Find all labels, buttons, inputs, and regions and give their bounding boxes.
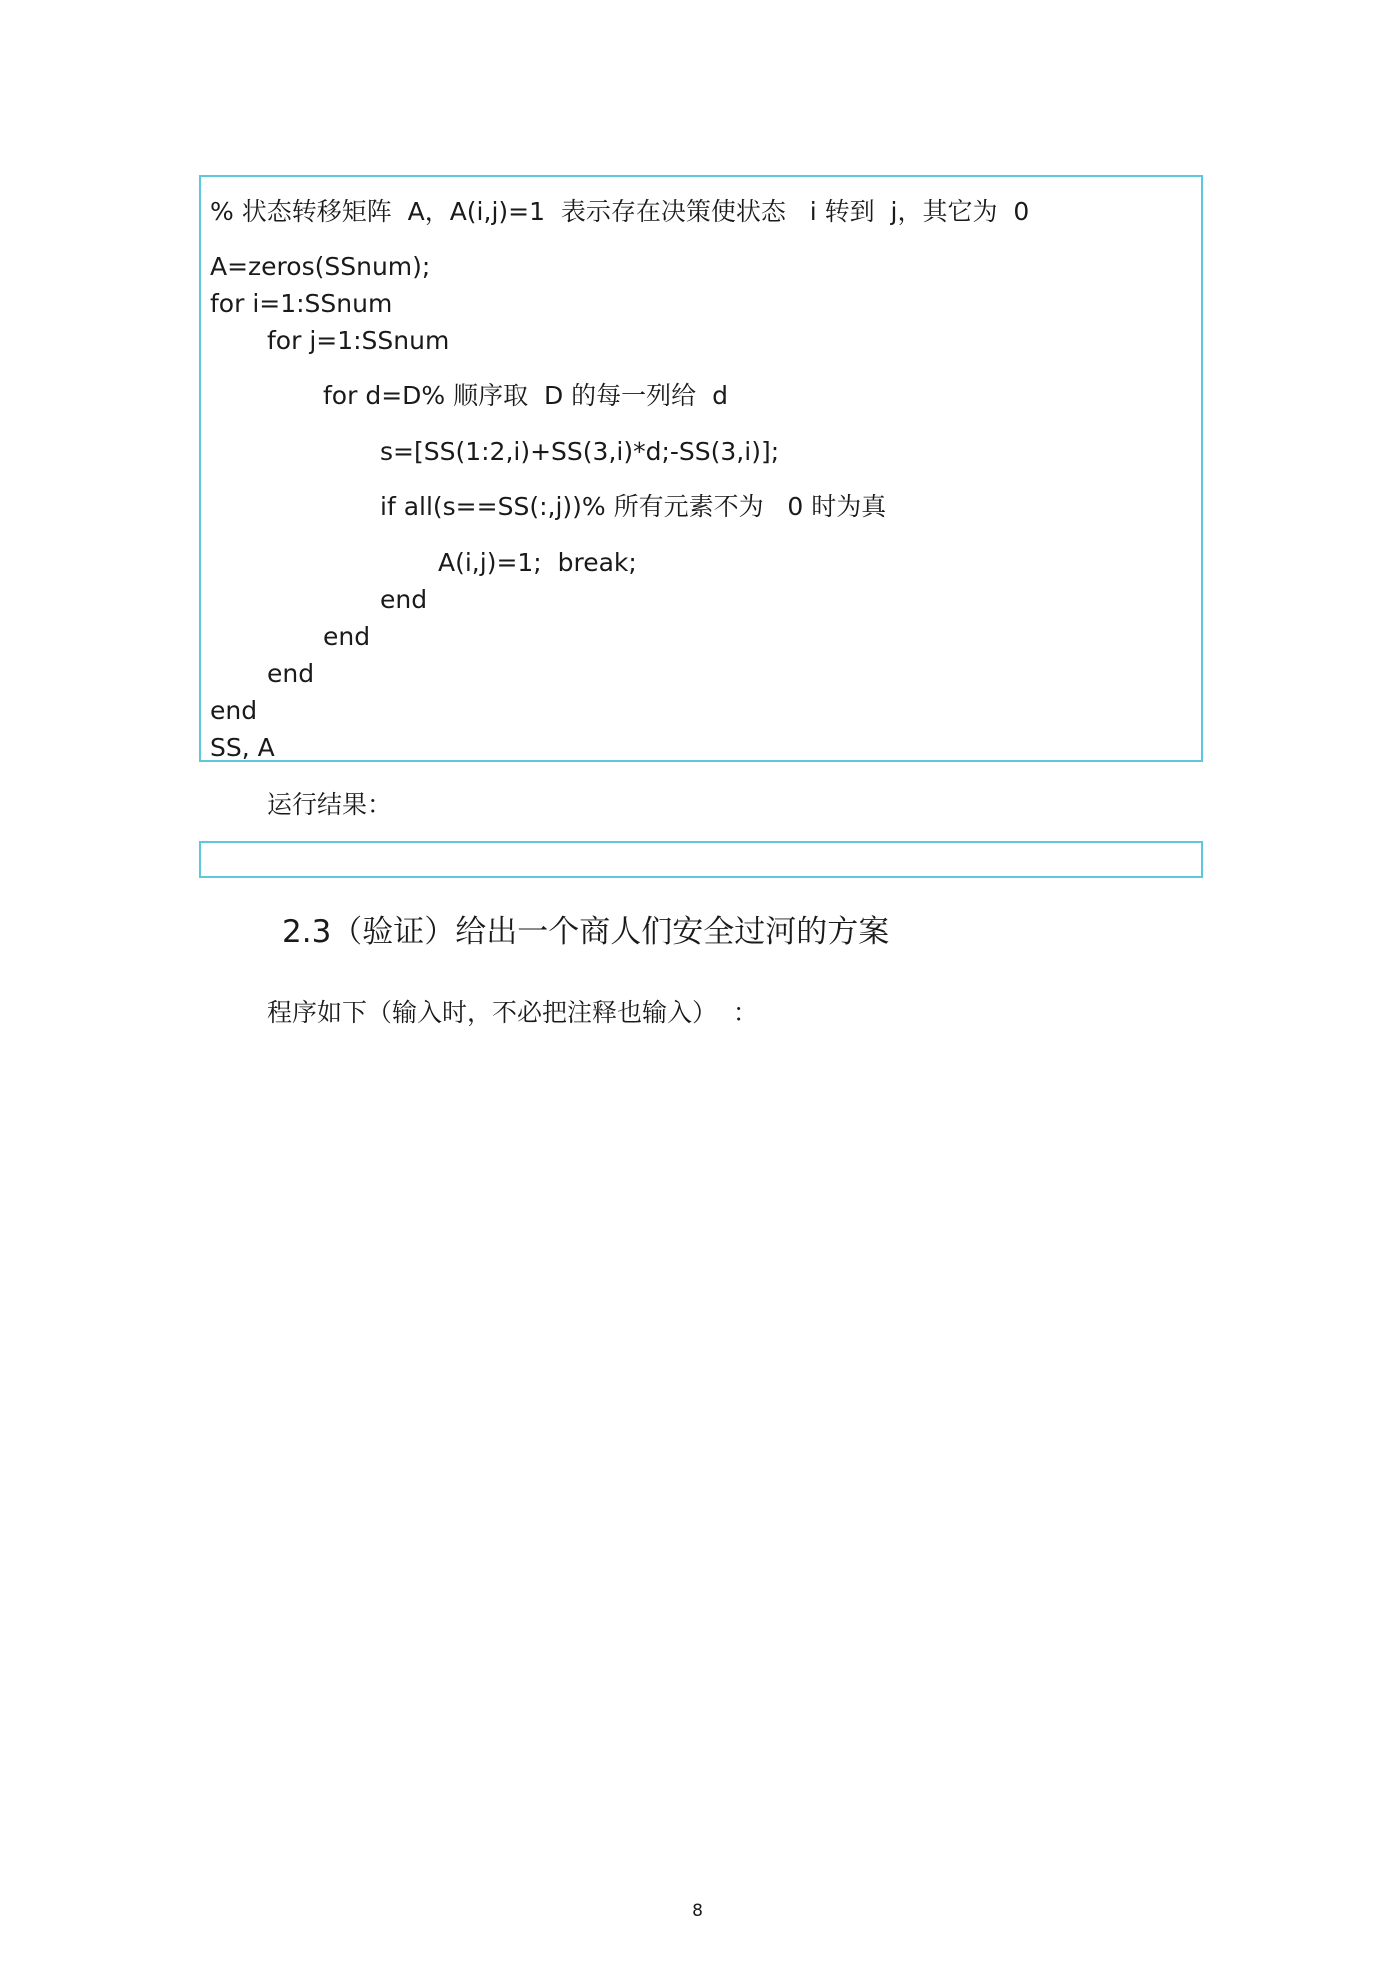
section-heading: 2.3（验证）给出一个商人们安全过河的方案	[282, 914, 890, 950]
code-line: for j=1:SSnum	[267, 326, 450, 355]
code-line: end	[267, 659, 315, 688]
code-line: end	[323, 622, 371, 651]
code-line: end	[210, 696, 258, 725]
result-output-box	[199, 841, 1203, 878]
code-line: s=[SS(1:2,i)+SS(3,i)*d;-SS(3,i)];	[380, 437, 780, 466]
code-line: end	[380, 585, 428, 614]
code-comment-line: % 状态转移矩阵 A，A(i,j)=1 表示存在决策使状态 i 转到 j，其它为 0	[210, 197, 1030, 226]
page-number: 8	[692, 1901, 703, 1921]
result-label: 运行结果：	[267, 790, 393, 819]
code-line: SS, A	[210, 733, 275, 762]
code-line: for i=1:SSnum	[210, 289, 393, 318]
section-intro-text: 程序如下（输入时，不必把注释也输入） ：	[267, 998, 758, 1027]
code-line: A(i,j)=1; break;	[438, 548, 637, 577]
code-line: A=zeros(SSnum);	[210, 252, 431, 281]
code-line: if all(s==SS(:,j))% 所有元素不为 0 时为真	[380, 492, 887, 521]
code-line: for d=D% 顺序取 D 的每一列给 d	[323, 381, 728, 410]
